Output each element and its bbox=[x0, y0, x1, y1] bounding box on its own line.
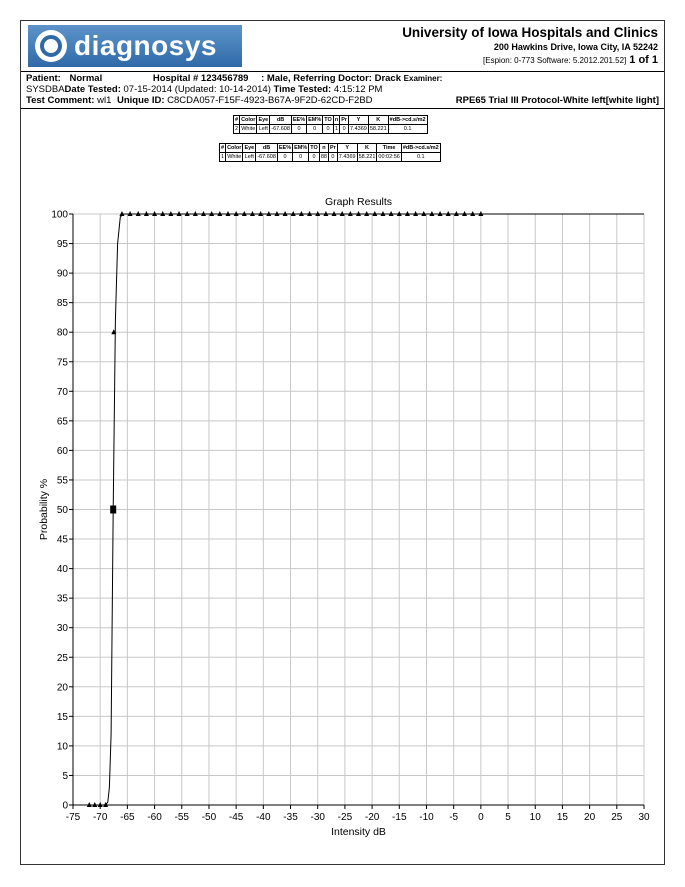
y-tick-label: 80 bbox=[56, 327, 68, 339]
y-tick-label: 25 bbox=[56, 652, 68, 664]
table-header-cell: Pr bbox=[329, 145, 336, 151]
table-cell: Left bbox=[258, 126, 268, 132]
table-cell: 58.221 bbox=[358, 154, 376, 160]
table-header-cell: #dB->cd.s/m2 bbox=[402, 145, 439, 151]
hospital-label: Hospital # bbox=[152, 73, 199, 84]
x-tick-label: -10 bbox=[419, 812, 434, 823]
table-header-cell: K bbox=[357, 144, 377, 153]
time-label: Time Tested: bbox=[273, 84, 332, 95]
table-cell: 7.4369 bbox=[338, 154, 356, 160]
table-header-cell: Eye bbox=[244, 145, 255, 151]
y-tick-label: 0 bbox=[62, 800, 68, 812]
table-header-cell: Time bbox=[377, 144, 401, 153]
x-tick-label: -30 bbox=[310, 812, 325, 823]
x-tick-label: -45 bbox=[228, 812, 244, 823]
x-tick-label: 0 bbox=[478, 812, 484, 823]
table-header-cell: EE% bbox=[278, 145, 292, 151]
y-tick-label: 5 bbox=[62, 770, 68, 782]
patient-label: Patient: bbox=[26, 73, 61, 84]
x-tick-label: -50 bbox=[201, 812, 217, 823]
operator: SYSDBA bbox=[26, 84, 65, 95]
y-tick-label: 55 bbox=[56, 475, 68, 487]
table-header-cell: Pr bbox=[341, 117, 347, 123]
x-tick-label: -70 bbox=[92, 812, 108, 823]
table-cell: -67.608 bbox=[257, 154, 276, 160]
y-tick-label: 70 bbox=[56, 386, 68, 398]
table-header-cell: Color bbox=[227, 145, 242, 151]
table-cell: 58.221 bbox=[369, 126, 387, 132]
table-header-cell: TO bbox=[324, 117, 332, 123]
table-cell: 0 bbox=[328, 153, 337, 162]
y-tick-label: 65 bbox=[56, 416, 68, 428]
y-tick-label: 90 bbox=[56, 268, 68, 280]
table-header-cell: # bbox=[235, 117, 239, 123]
date-label: Date Tested: bbox=[64, 84, 121, 95]
table-cell: 1 bbox=[334, 126, 339, 132]
y-tick-label: 50 bbox=[56, 505, 68, 516]
table-header-cell: dB bbox=[256, 144, 278, 153]
x-tick-label: 30 bbox=[638, 812, 650, 823]
table-cell: 0.1 bbox=[401, 153, 440, 162]
table-header-cell: # bbox=[221, 145, 225, 151]
y-tick-label: 100 bbox=[51, 209, 68, 221]
table-header-cell: K bbox=[368, 116, 388, 125]
table-cell: 0 bbox=[307, 125, 323, 134]
x-tick-label: 15 bbox=[556, 812, 568, 823]
x-tick-label: 5 bbox=[505, 812, 511, 823]
x-axis-label: Intensity dB bbox=[331, 826, 386, 838]
examiner-label: Examiner: bbox=[403, 74, 443, 83]
table-header-cell: Y bbox=[349, 116, 369, 125]
table-cell: 0 bbox=[291, 125, 306, 134]
table-header-cell: Eye bbox=[258, 117, 269, 123]
table-cell: White bbox=[241, 126, 256, 132]
x-tick-label: -20 bbox=[364, 812, 380, 823]
table-header-cell: Y bbox=[337, 144, 357, 153]
table-cell: 00:02:56 bbox=[378, 154, 400, 160]
patient-name: Normal bbox=[69, 73, 103, 84]
x-tick-label: -55 bbox=[174, 812, 189, 823]
x-tick-label: -65 bbox=[120, 812, 135, 823]
threshold-marker bbox=[110, 506, 116, 514]
institution-address: 200 Hawkins Drive, Iowa City, IA 52242 bbox=[493, 42, 658, 52]
table-cell: White bbox=[227, 154, 242, 160]
x-tick-label: 10 bbox=[529, 812, 541, 823]
table-cell: 0 bbox=[323, 125, 334, 134]
test-comment: wl1 bbox=[97, 95, 112, 106]
table-header-cell: Color bbox=[241, 117, 256, 123]
table-header-cell: TO bbox=[310, 145, 318, 151]
table-header-cell: EE% bbox=[292, 117, 306, 123]
table-header-cell: #dB->cd.s/m2 bbox=[389, 117, 426, 123]
y-tick-label: 20 bbox=[56, 682, 68, 694]
x-tick-label: -15 bbox=[392, 812, 407, 823]
table-header-cell: EM% bbox=[294, 145, 308, 151]
table-cell: Left bbox=[244, 154, 254, 160]
protocol-name: RPE65 Trial III Protocol-White left[white light] bbox=[455, 95, 659, 106]
table-cell: 0 bbox=[293, 153, 309, 162]
table-cell: 1 bbox=[221, 154, 225, 160]
y-tick-label: 40 bbox=[56, 564, 68, 576]
x-tick-label: 20 bbox=[584, 812, 596, 823]
x-tick-label: -35 bbox=[283, 812, 298, 823]
table-cell: 0 bbox=[277, 153, 292, 162]
test-date: 07-15-2014 (Updated: 10-14-2014) bbox=[123, 84, 271, 95]
page-number: 1 of 1 bbox=[629, 54, 658, 66]
table-cell: 0 bbox=[309, 153, 320, 162]
y-tick-label: 60 bbox=[56, 445, 68, 457]
x-tick-label: 25 bbox=[611, 812, 623, 823]
table-cell: 2 bbox=[235, 126, 239, 132]
hospital-number: 123456789 bbox=[200, 73, 249, 84]
sex-referring-doctor: : Male, Referring Doctor: Drack bbox=[261, 73, 402, 84]
unique-id: C8CDA057-F15F-4923-B67A-9F2D-62CD-F2BD bbox=[167, 95, 373, 106]
y-tick-label: 15 bbox=[56, 711, 68, 723]
table-cell: 88 bbox=[320, 154, 327, 160]
y-tick-label: 10 bbox=[56, 741, 68, 753]
chart-title: Graph Results bbox=[324, 196, 393, 208]
y-tick-label: 85 bbox=[56, 298, 68, 310]
table-header-cell: n bbox=[334, 117, 339, 123]
institution-name: University of Iowa Hospitals and Clinics bbox=[402, 25, 658, 40]
y-tick-label: 35 bbox=[56, 593, 68, 605]
table-header-cell: EM% bbox=[308, 117, 322, 123]
table-header-cell: dB bbox=[270, 116, 292, 125]
test-time: 4:15:12 PM bbox=[333, 84, 383, 95]
y-tick-label: 95 bbox=[56, 239, 68, 251]
logo-text: diagnosys bbox=[74, 30, 217, 61]
table-header-cell: n bbox=[319, 144, 328, 153]
software-version: [Espion: 0-773 Software: 5.2012.201.52] bbox=[483, 56, 627, 65]
comment-label: Test Comment: bbox=[26, 95, 95, 106]
table-cell: 7.4369 bbox=[350, 126, 367, 132]
table-cell: 0 bbox=[340, 125, 349, 134]
y-tick-label: 75 bbox=[56, 357, 68, 369]
y-tick-label: 45 bbox=[56, 534, 68, 546]
x-tick-label: -5 bbox=[449, 812, 459, 823]
y-tick-label: 30 bbox=[56, 623, 68, 635]
table-cell: 0.1 bbox=[388, 125, 427, 134]
x-tick-label: -25 bbox=[337, 812, 353, 823]
x-tick-label: -60 bbox=[147, 812, 162, 823]
x-tick-label: -40 bbox=[256, 812, 271, 823]
table-cell: -67.608 bbox=[271, 126, 290, 132]
unique-id-label: Unique ID: bbox=[117, 95, 165, 106]
x-tick-label: -75 bbox=[65, 812, 81, 823]
y-axis-label: Probability % bbox=[38, 478, 50, 541]
